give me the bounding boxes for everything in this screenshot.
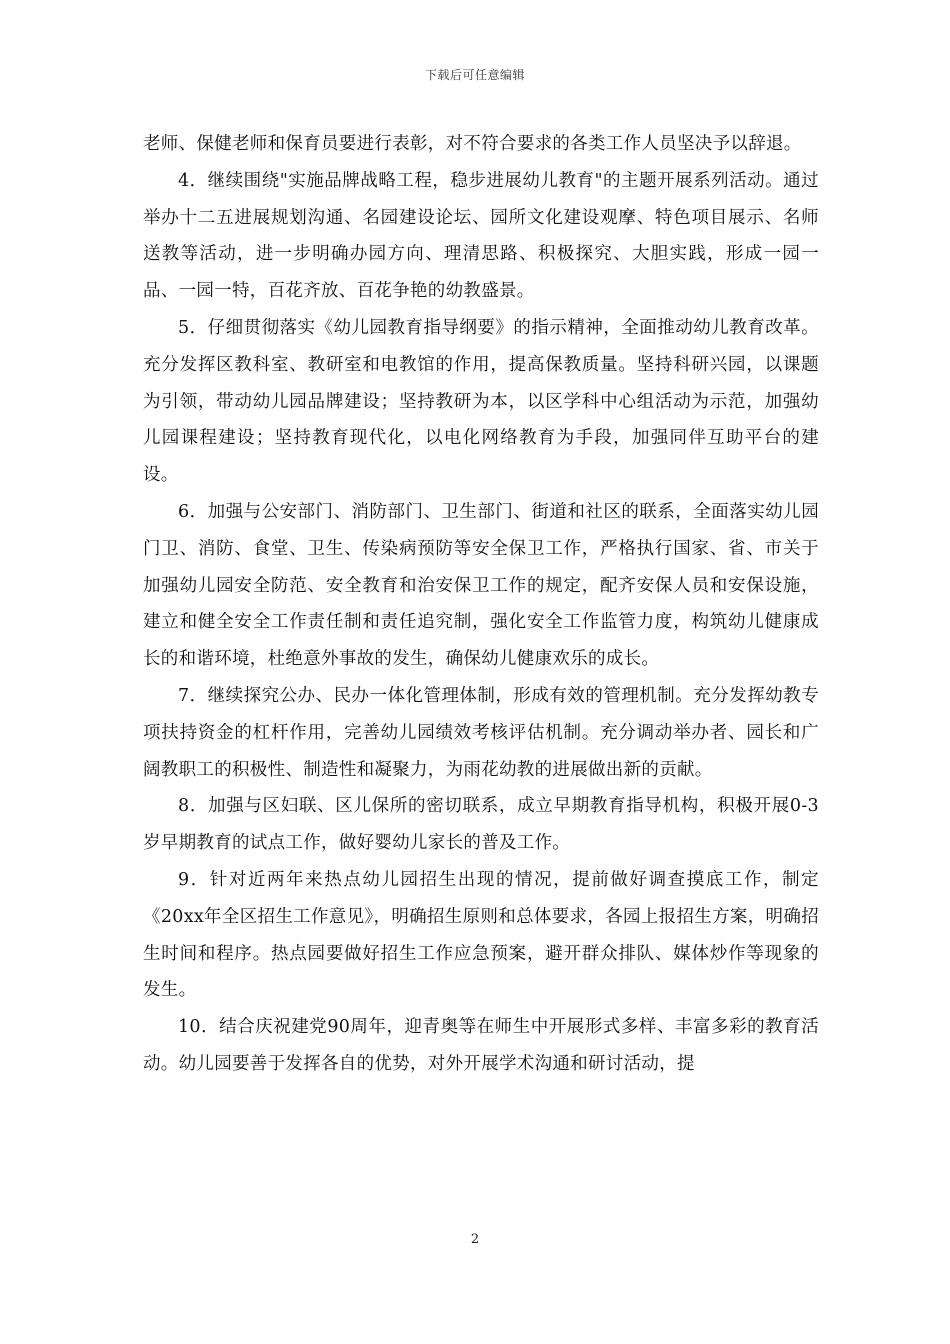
document-body (143, 126, 819, 1083)
paragraph-item-4: 4．继续围绕"实施品牌战略工程，稳步进展幼儿教育"的主题开展系列活动。通过举办十二五进展规划沟通、名园建设论坛、园所文化建设观摩、特色项目展示、名师送教等活动，进一步明确办园方向、理清思路、积极探究、大胆实践，形成一园一品、一园一特，百花齐放、百花争艳的幼教盛景。 (143, 170, 819, 302)
paragraph-item-7: 7．继续探究公办、民办一体化管理体制，形成有效的管理机制。充分发挥幼教专项扶持资金的杠杆作用，完善幼儿园绩效考核评估机制。充分调动举办者、园长和广阔教职工的积极性、制造性和凝聚力，为雨花幼教的进展做出新的贡献。 (143, 685, 819, 780)
paragraph-item-9: 9．针对近两年来热点幼儿园招生出现的情况，提前做好调查摸底工作，制定《20xx年全区招生工作意见》，明确招生原则和总体要求，各园上报招生方案，明确招生时间和程序。热点园要做好招生工作应急预案，避开群众排队、媒体炒作等现象的发生。 (143, 869, 819, 1001)
paragraph-item-10: 10．结合庆祝建党90周年，迎青奥等在师生中开展形式多样、丰富多彩的教育活动。幼儿园要善于发挥各自的优势，对外开展学术沟通和研讨活动，提 (143, 1017, 819, 1074)
paragraph-item-6: 6．加强与公安部门、消防部门、卫生部门、街道和社区的联系，全面落实幼儿园门卫、消防、食堂、卫生、传染病预防等安全保卫工作，严格执行国家、省、市关于加强幼儿园安全防范、安全教育和治安保卫工作的规定，配齐安保人员和安保设施，建立和健全安全工作责任制和责任追究制，强化安全工作监管力度，构筑幼儿健康成长的和谐环境，杜绝意外事故的发生，确保幼儿健康欢乐的成长。 (143, 501, 819, 670)
paragraph-item-5: 5．仔细贯彻落实《幼儿园教育指导纲要》的指示精神，全面推动幼儿教育改革。充分发挥区教科室、教研室和电教馆的作用，提高保教质量。坚持科研兴园，以课题为引领，带动幼儿园品牌建设；坚持教研为本，以区学科中心组活动为示范，加强幼儿园课程建设；坚持教育现代化，以电化网络教育为手段，加强同伴互助平台的建设。 (143, 317, 819, 486)
paragraph-item-8: 8．加强与区妇联、区儿保所的密切联系，成立早期教育指导机构，积极开展0-3岁早期教育的试点工作，做好婴幼儿家长的普及工作。 (143, 796, 819, 854)
page-header: 下载后可任意编辑 (424, 68, 525, 82)
paragraph-continuation: 老师、保健老师和保育员要进行表彰，对不符合要求的各类工作人员坚决予以辞退。 (143, 134, 802, 154)
page-number: 2 (470, 1232, 480, 1247)
